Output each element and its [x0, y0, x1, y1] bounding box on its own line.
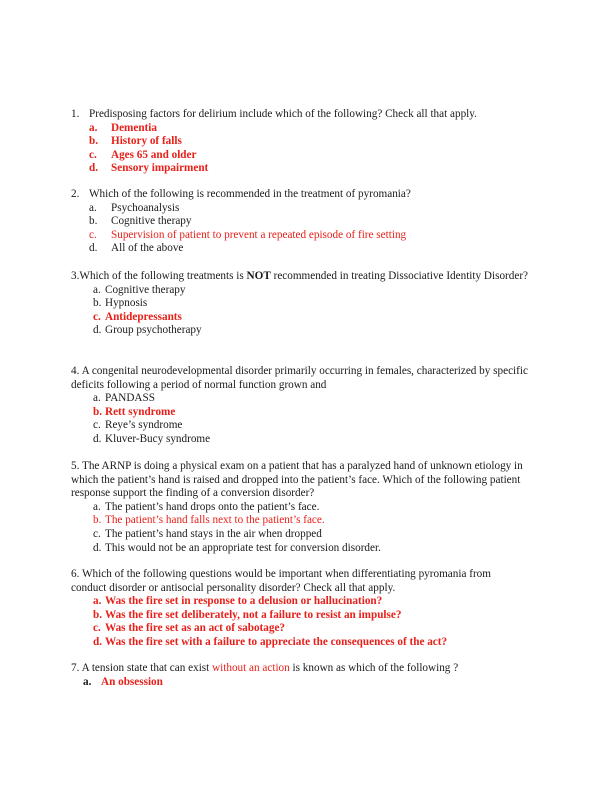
question-6-stem: 6. Which of the following questions would be important when differentiating pyromania from conduct disorder or antisocial personality disorder? Check all that apply.	[71, 568, 491, 594]
question-2-text: Which of the following is recommended in the treatment of pyromania?	[89, 188, 411, 200]
question-7-emphasis: without an action	[212, 662, 290, 674]
question-3-option-c: c. Antidepressants	[93, 310, 182, 323]
question-6-option-b: b. Was the fire set deliberately, not a failure to resist an impulse?	[93, 608, 402, 621]
question-1-option-b: b. History of falls	[89, 135, 182, 148]
question-1	[71, 108, 529, 176]
question-2-option-a: a. Psychoanalysis	[89, 201, 180, 214]
question-5-option-b: b. The patient’s hand falls next to the patient’s face.	[93, 514, 325, 527]
question-2-option-b: b. Cognitive therapy	[89, 215, 192, 228]
question-4-stem: 4. A congenital neurodevelopmental disorder primarily occurring in females, characterized by specific deficits following a period of normal function grown and	[71, 365, 528, 391]
question-4-option-a: a. PANDASS	[93, 392, 155, 405]
question-4-options	[71, 392, 529, 446]
question-3-options	[71, 284, 529, 338]
question-5-stem: 5. The ARNP is doing a physical exam on a patient that has a paralyzed hand of unknown etiology in which the patient’s hand is raised and dropped into the patient’s face. Which of the following patient response support the finding of a conversion disorder?	[71, 460, 523, 500]
question-1-options	[71, 122, 529, 176]
question-6-option-d: d. Was the fire set with a failure to appreciate the consequences of the act?	[93, 635, 448, 648]
question-1-option-d: d. Sensory impairment	[89, 162, 209, 175]
question-7-stem: 7. A tension state that can exist without an action is known as which of the following ?	[71, 662, 459, 674]
question-5-option-c: c. The patient’s hand stays in the air when dropped	[93, 527, 322, 540]
question-7	[71, 662, 529, 689]
question-1-option-c: c. Ages 65 and older	[89, 148, 197, 161]
question-3-option-b: b. Hypnosis	[93, 297, 148, 310]
question-3-option-a: a. Cognitive therapy	[93, 283, 186, 296]
question-2-option-c: c. Supervision of patient to prevent a repeated episode of fire setting	[89, 228, 407, 241]
question-5-option-d: d. This would not be an appropriate test for conversion disorder.	[93, 541, 381, 554]
question-4-option-b: b. Rett syndrome	[93, 405, 176, 418]
question-3	[71, 270, 529, 338]
question-2-options	[71, 202, 529, 256]
question-7-options	[71, 676, 529, 690]
question-2-stem	[71, 188, 529, 202]
question-6-option-a: a. Was the fire set in response to a delusion or hallucination?	[93, 595, 383, 608]
question-4	[71, 365, 529, 447]
question-5	[71, 460, 529, 555]
question-1-number: 1.	[71, 108, 80, 120]
question-3-option-d: d. Group psychotherapy	[93, 324, 202, 337]
question-2-number: 2.	[71, 188, 80, 200]
question-6	[71, 568, 529, 650]
question-3-stem: 3.Which of the following treatments is NOT recommended in treating Dissociative Identity Disorder?	[71, 270, 529, 282]
question-1-option-a: a. Dementia	[89, 121, 157, 134]
question-3-emphasis: NOT	[246, 270, 271, 282]
question-4-option-d: d. Kluver-Bucy syndrome	[93, 432, 211, 445]
question-7-option-a: a. An obsession	[83, 675, 163, 688]
question-5-option-a: a. The patient’s hand drops onto the patient’s face.	[93, 500, 320, 513]
question-5-options	[71, 501, 529, 555]
question-2	[71, 188, 529, 256]
question-6-option-c: c. Was the fire set as an act of sabotage?	[93, 622, 286, 635]
question-6-options	[71, 595, 529, 649]
question-1-text: Predisposing factors for delirium include which of the following? Check all that apply.	[89, 108, 477, 120]
question-1-stem	[71, 108, 529, 122]
question-4-option-c: c. Reye’s syndrome	[93, 419, 183, 432]
question-2-option-d: d. All of the above	[89, 242, 184, 255]
